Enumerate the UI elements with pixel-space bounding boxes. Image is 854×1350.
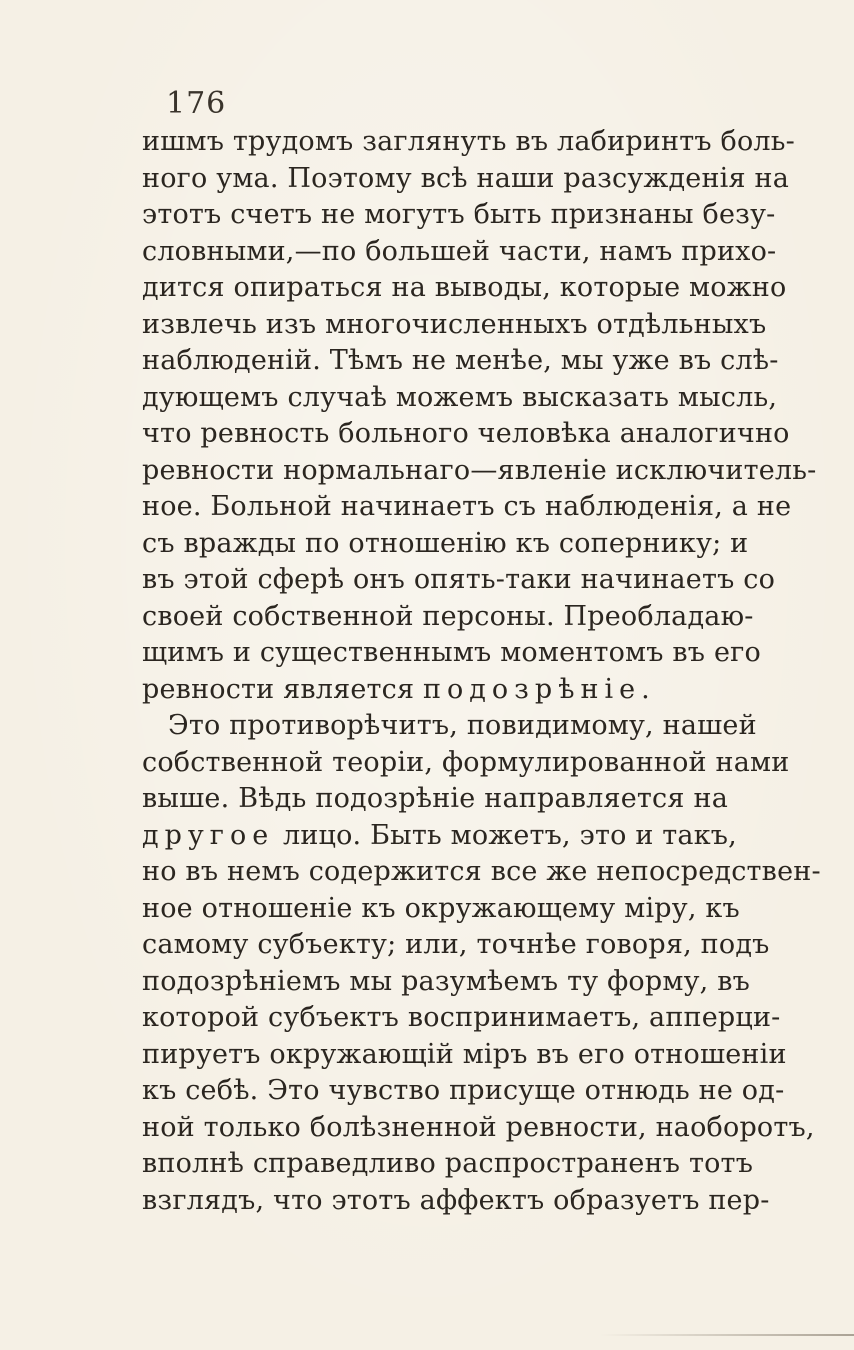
- text-line: ревности нормальнаго—явленіе исключитель-: [142, 454, 817, 486]
- text-line: что ревность больного человѣка аналогично: [142, 418, 790, 449]
- text-line: щимъ и существеннымъ моментомъ въ его: [142, 637, 761, 668]
- text-line: этотъ счетъ не могутъ быть признаны безу-: [142, 199, 776, 230]
- text-line: ное отношеніе къ окружающему міру, къ: [142, 892, 740, 924]
- text-line: словными,—по большей части, намъ прихо-: [142, 235, 777, 267]
- text-line: собственной теоріи, формулированной нами: [142, 746, 790, 778]
- text-line: къ себѣ. Это чувство присуще отнюдь не од-: [142, 1075, 785, 1106]
- text-line: ное. Больной начинаетъ съ наблюденія, а не: [142, 491, 792, 522]
- text-line: пируетъ окружающій міръ въ его отношеніи: [142, 1038, 787, 1070]
- spaced-emphasis-word: подозрѣніе.: [423, 673, 656, 705]
- text-line: [142, 672, 728, 709]
- text-line: наблюденій. Тѣмъ не менѣе, мы уже въ слѣ-: [142, 345, 779, 376]
- text-line: [142, 818, 737, 855]
- paragraph-first-line: Это противорѣчитъ, повидимому, нашей: [168, 710, 757, 741]
- text-line: подозрѣніемъ мы разумѣемъ ту форму, въ: [142, 965, 750, 997]
- body-text: [142, 124, 821, 1219]
- text-line: но въ немъ содержится все же непосредствен-: [142, 856, 821, 887]
- page-edge-shadow: [600, 1334, 854, 1336]
- text-line: самому субъекту; или, точнѣе говоря, подъ: [142, 929, 770, 960]
- text-line: которой субъектъ воспринимаетъ, апперци-: [142, 1002, 781, 1033]
- text-line: ишмъ трудомъ заглянуть въ лабиринтъ боль-: [142, 126, 795, 157]
- text-line: взглядъ, что этотъ аффектъ образуетъ пер-: [142, 1184, 770, 1216]
- text-line: ного ума. Поэтому всѣ наши разсужденія на: [142, 162, 790, 194]
- spaced-emphasis-word: другое: [142, 819, 275, 851]
- text-fragment: ревности является: [142, 673, 415, 705]
- text-fragment: лицо. Быть можетъ, это и такъ,: [282, 819, 737, 851]
- text-line: въ этой сферѣ онъ опять-таки начинаетъ со: [142, 564, 776, 595]
- text-line: вполнѣ справедливо распространенъ тотъ: [142, 1148, 754, 1179]
- text-line: дится опираться на выводы, которые можно: [142, 272, 787, 303]
- text-line: ной только болѣзненной ревности, наоборотъ,: [142, 1111, 815, 1143]
- text-line: выше. Вѣдь подозрѣніе направляется на: [142, 783, 728, 814]
- text-line: своей собственной персоны. Преобладаю-: [142, 600, 754, 632]
- text-line: съ вражды по отношенію къ сопернику; и: [142, 527, 749, 559]
- text-line: извлечь изъ многочисленныхъ отдѣльныхъ: [142, 308, 767, 340]
- text-line: дующемъ случаѣ можемъ высказать мысль,: [142, 381, 778, 413]
- page-number: 176: [166, 86, 227, 121]
